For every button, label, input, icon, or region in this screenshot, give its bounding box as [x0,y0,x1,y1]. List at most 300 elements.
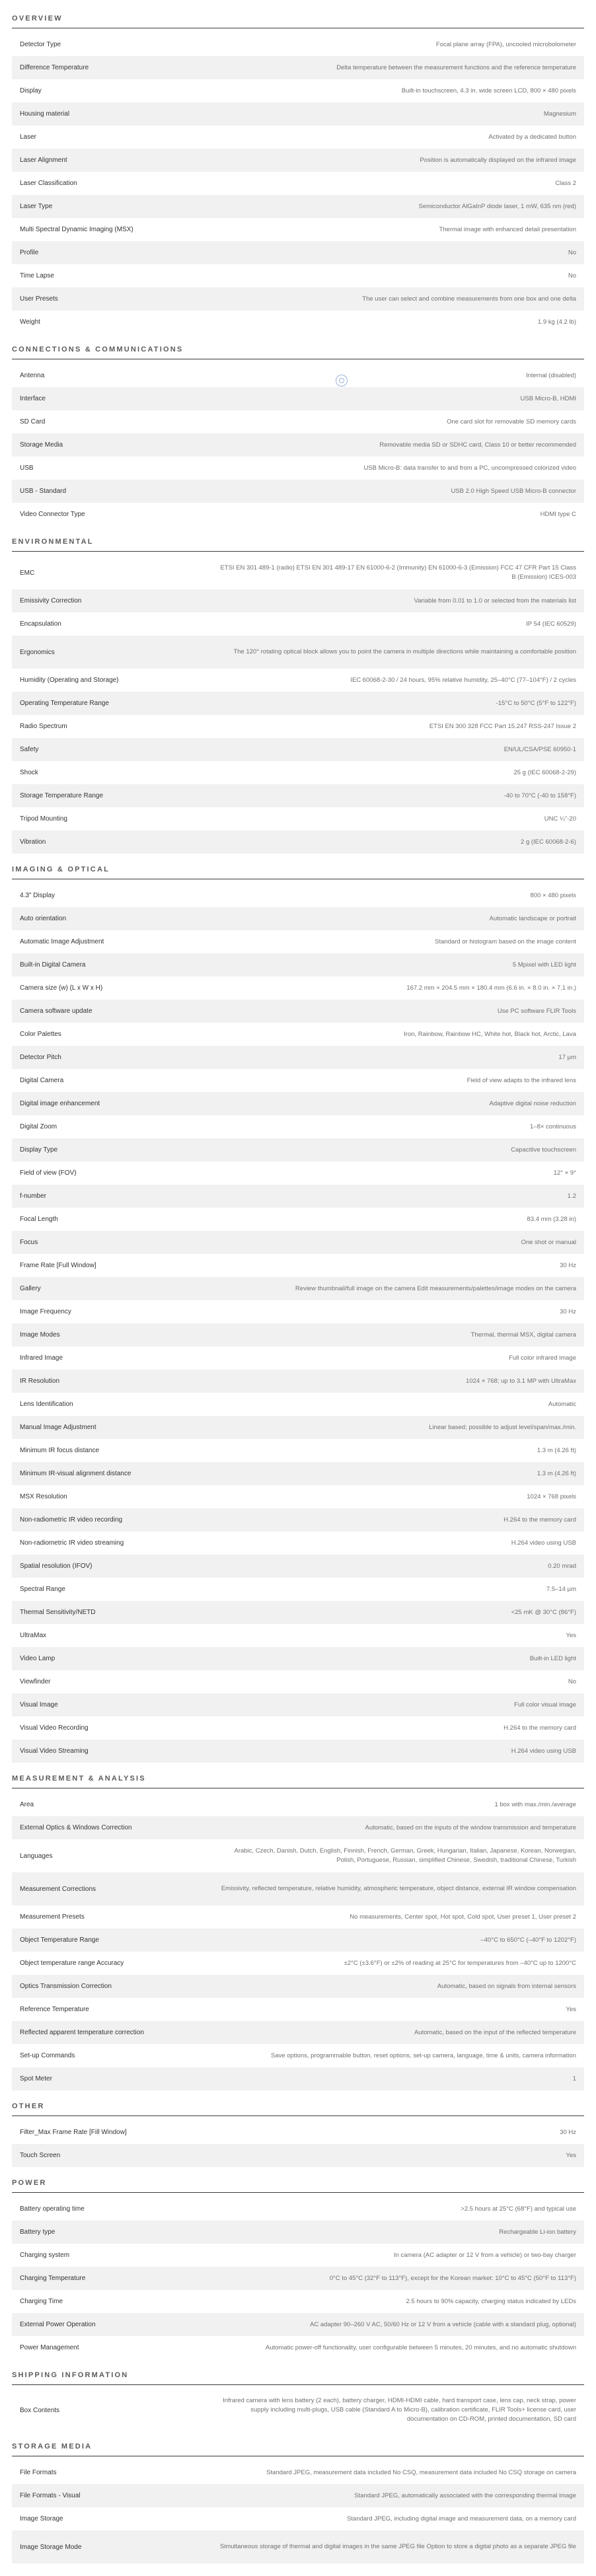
spec-row [12,79,584,102]
scroll-indicator-icon[interactable] [336,375,348,386]
spec-value: 1024 × 768 pixels [527,1492,576,1500]
spec-row [12,1161,584,1185]
spec-value: Capacitive touchscreen [511,1146,576,1154]
spec-value: 1.2 [567,1192,576,1200]
spec-label: Built-in Digital Camera [20,961,86,969]
spec-label: Set-up Commands [20,2052,75,2059]
spec-value: No [568,248,576,256]
spec-value: 0°C to 45°C (32°F to 113°F), except for the Korean market: 10°C to 45°C (50°F to 113°F) [329,2274,576,2282]
spec-value: ±2°C (±3.6°F) or ±2% of reading at 25°C for temperatures from –40°C up to 1200°C [344,1959,576,1967]
spec-value: 1 box with max./min./average [494,1800,576,1808]
spec-value: In camera (AC adapter or 12 V from a vehicle) or two-bay charger [393,2251,576,2259]
spec-value: Thermal, thermal MSX, digital camera [470,1331,576,1339]
spec-row [12,1975,584,1998]
spec-value: 30 Hz [560,2128,576,2136]
section-divider [12,2384,584,2385]
spec-row [12,738,584,761]
spec-row [12,1023,584,1046]
spec-row [12,2336,584,2359]
spec-row [12,1323,584,1346]
spec-row [12,1929,584,1952]
spec-value: One shot or manual [521,1238,576,1246]
spec-value: 1 [572,2075,576,2082]
spec-row [12,1740,584,1763]
section-title: CONNECTIONS & COMMUNICATIONS [12,346,184,353]
spec-label: User Presets [20,295,58,303]
spec-label: Gallery [20,1285,41,1292]
spec-row [12,884,584,907]
spec-row [12,556,584,589]
spec-label: Profile [20,249,39,256]
spec-label: Reference Temperature [20,2006,89,2013]
spec-value: Standard or histogram based on the image content [435,938,576,945]
spec-label: USB [20,464,34,472]
section-divider [12,551,584,552]
spec-row [12,1670,584,1693]
spec-label: Spatial resolution (IFOV) [20,1563,93,1570]
spec-value: Yes [566,2005,576,2013]
spec-label: Humidity (Operating and Storage) [20,677,119,684]
spec-value: Field of view adapts to the infrared lens [466,1076,576,1084]
spec-label: Minimum IR-visual alignment distance [20,1470,131,1477]
spec-row [12,1872,584,1905]
spec-value: Automatic, based on the inputs of the window transmission and temperature [365,1823,576,1831]
spec-label: Interface [20,395,46,402]
spec-row [12,1208,584,1231]
spec-row [12,976,584,1000]
spec-row [12,1555,584,1578]
spec-row [12,126,584,149]
spec-label: Field of view (FOV) [20,1169,77,1177]
spec-value: Simultaneous storage of thermal and digital images in the same JPEG file Option to store a digital photo as a separate JPEG file [219,2543,576,2551]
spec-value: Thermal image with enhanced detail presentation [439,225,576,233]
spec-value: 30 Hz [560,1261,576,1269]
spec-value: Standard JPEG, measurement data included No CSQ, measurement data included No CSQ storage on camera [266,2468,576,2476]
spec-value: USB Micro-B, HDMI [520,394,576,402]
spec-value: -15°C to 50°C (5°F to 122°F) [496,699,576,707]
section-title: SHIPPING INFORMATION [12,2371,129,2379]
spec-value: H.264 to the memory card [503,1724,576,1732]
spec-row [12,2067,584,2090]
spec-value: The 120° rotating optical block allows you to point the camera in multiple directions while maintaining a comfortable position [233,648,576,656]
spec-label: Emissivity Correction [20,597,82,605]
spec-row [12,2461,584,2484]
spec-row [12,1816,584,1839]
spec-label: Display [20,87,42,94]
spec-value: IEC 60068-2-30 / 24 hours, 95% relative humidity, 25–40°C (77–104°F) / 2 cycles [350,676,576,684]
spec-label: Image Storage Mode [20,2543,82,2551]
section-title: STORAGE MEDIA [12,2443,93,2450]
spec-row [12,2390,584,2431]
spec-value: Automatic landscape or portrait [489,914,576,922]
spec-label: File Formats [20,2469,57,2476]
spec-label: Image Frequency [20,1308,71,1315]
spec-label: Time Lapse [20,272,54,279]
spec-value: Variable from 0.01 to 1.0 or selected from the materials list [414,597,576,605]
spec-value: Focal plane array (FPA), uncooled microbolometer [435,40,576,48]
spec-value: Adaptive digital noise reduction [489,1099,576,1107]
spec-label: Auto orientation [20,915,67,922]
spec-label: Lens Identification [20,1401,73,1408]
spec-label: Filter_Max Frame Rate [Fill Window] [20,2129,127,2136]
spec-value: Standard JPEG, including digital image and measurement data, on a memory card [347,2515,576,2522]
spec-label: Storage Media [20,441,63,449]
spec-value: 1.3 m (4.26 ft) [537,1469,576,1477]
spec-row [12,2290,584,2313]
spec-value: 1.9 kg (4.2 lb) [537,318,576,326]
spec-row [12,636,584,669]
spec-row [12,1393,584,1416]
spec-value: Full color visual image [514,1701,576,1709]
spec-value: 12° × 9° [553,1169,576,1177]
spec-row [12,311,584,334]
spec-row [12,2044,584,2067]
spec-label: Storage Temperature Range [20,792,104,799]
spec-label: IR Resolution [20,1378,60,1385]
spec-value: 83.4 mm (3.28 in) [527,1215,576,1223]
spec-value: USB Micro-B: data transfer to and from a PC, uncompressed colorized video [363,464,576,472]
spec-row [12,1231,584,1254]
spec-row [12,1439,584,1462]
spec-row [12,1839,584,1872]
spec-row [12,1277,584,1300]
spec-label: File Formats - Visual [20,2492,81,2499]
spec-label: Housing material [20,110,70,118]
spec-label: Focus [20,1239,38,1246]
spec-label: Non-radiometric IR video recording [20,1516,123,1524]
spec-label: Safety [20,746,39,753]
spec-label: Object temperature range Accuracy [20,1960,124,1967]
spec-value: 1.3 m (4.26 ft) [537,1446,576,1454]
spec-row [12,930,584,953]
spec-label: Antenna [20,372,45,379]
spec-label: Laser [20,133,37,141]
spec-row [12,1693,584,1716]
spec-row [12,2267,584,2290]
spec-value: 0.20 mrad [548,1562,576,1570]
spec-value: 5 Mpixel with LED light [512,961,576,969]
spec-row [12,1793,584,1816]
spec-label: 4.3" Display [20,892,56,899]
spec-row [12,1647,584,1670]
spec-label: Charging Temperature [20,2275,86,2282]
spec-row [12,1138,584,1161]
spec-label: f-number [20,1193,47,1200]
spec-value: ETSI EN 301 489-1 (radio) ETSI EN 301 489-17 EN 61000-6-2 (Immunity) EN 61000-6-3 (Emission) FCC 47 CFR Part 15 Class B (Emission) ICES-003 [220,564,576,581]
spec-row [12,784,584,807]
spec-label: Camera size (w) (L x W x H) [20,984,103,992]
spec-value: HDMI type C [540,510,576,518]
spec-value: Full color infrared image [509,1354,576,1362]
spec-value: Iron, Rainbow, Rainbow HC, White hot, Black hot, Arctic, Lava [404,1030,576,1038]
spec-row [12,149,584,172]
spec-label: Visual Video Recording [20,1724,89,1732]
spec-value: -40 to 70°C (-40 to 158°F) [503,791,576,799]
spec-label: Laser Alignment [20,157,67,164]
spec-value: Yes [566,2151,576,2159]
spec-label: EMC [20,569,35,577]
spec-label: Digital Zoom [20,1123,57,1130]
spec-label: Image Modes [20,1331,60,1339]
spec-label: Tripod Mounting [20,815,67,823]
spec-label: Encapsulation [20,620,61,628]
spec-value: Delta temperature between the measurement functions and the reference temperature [336,63,576,71]
spec-label: Display Type [20,1146,58,1154]
spec-label: Detector Type [20,41,61,48]
spec-label: Weight [20,318,40,326]
spec-label: Visual Video Streaming [20,1748,89,1755]
spec-value: 2.5 hours to 90% capacity, charging status indicated by LEDs [406,2297,576,2305]
spec-row [12,1115,584,1138]
spec-row [12,1069,584,1092]
spec-value: Automatic, based on the input of the reflected temperature [414,2028,576,2036]
spec-row [12,761,584,784]
section-title: IMAGING & OPTICAL [12,865,110,873]
spec-value: Position is automatically displayed on the infrared image [420,156,576,164]
spec-label: Measurement Presets [20,1913,85,1921]
spec-value: 7.5–14 µm [546,1585,576,1593]
spec-row [12,387,584,410]
spec-label: USB - Standard [20,488,67,495]
spec-label: Detector Pitch [20,1054,61,1061]
spec-value: The user can select and combine measurements from one box and one delta [362,295,576,303]
spec-label: SD Card [20,418,46,425]
spec-row [12,33,584,56]
spec-label: Ergonomics [20,648,55,656]
spec-row [12,241,584,264]
spec-value: Activated by a dedicated button [488,133,576,141]
spec-label: Viewfinder [20,1678,51,1685]
spec-value: >2.5 hours at 25°C (68°F) and typical use [461,2205,576,2213]
spec-row [12,1300,584,1323]
spec-row [12,410,584,433]
spec-row [12,2144,584,2167]
spec-label: Shock [20,769,38,776]
spec-row [12,2507,584,2530]
section-title: OTHER [12,2102,45,2110]
spec-row [12,56,584,79]
spec-value: Internal (disabled) [525,371,576,379]
spec-label: Digital image enhancement [20,1100,100,1107]
spec-row [12,807,584,830]
spec-row [12,2021,584,2044]
spec-label: Vibration [20,838,46,846]
spec-value: No measurements, Center spot, Hot spot, Cold spot, User preset 1, User preset 2 [350,1913,576,1921]
spec-label: Manual Image Adjustment [20,1424,96,1431]
spec-label: External Optics & Windows Correction [20,1824,132,1831]
spec-label: Non-radiometric IR video streaming [20,1539,124,1547]
spec-row [12,1185,584,1208]
spec-value: 17 µm [558,1053,576,1061]
spec-row [12,1998,584,2021]
spec-value: Yes [566,1631,576,1639]
spec-label: Operating Temperature Range [20,700,109,707]
spec-label: Power Management [20,2344,79,2351]
spec-label: Area [20,1801,34,1808]
spec-value: 167.2 mm × 204.5 mm × 180.4 mm (6.6 in. × 8.0 in. × 7.1 in.) [406,984,576,992]
spec-row [12,907,584,930]
spec-value: –40°C to 650°C (–40°F to 1202°F) [480,1936,576,1944]
spec-label: Focal Length [20,1216,58,1223]
spec-value: Review thumbnail/full image on the camera Edit measurements/palettes/image modes on the camera [295,1284,576,1292]
section-title: OVERVIEW [12,15,63,22]
spec-value: Automatic [548,1400,576,1408]
section-title: POWER [12,2179,47,2187]
spec-value: AC adapter 90–260 V AC, 50/60 Hz or 12 V from a vehicle (cable with a standard plug, optional) [310,2320,576,2328]
spec-value: Save options, programmable button, reset options, set-up camera, language, time & units, camera information [270,2051,576,2059]
spec-row [12,1462,584,1485]
spec-row [12,2484,584,2507]
spec-row [12,1416,584,1439]
spec-label: Charging system [20,2252,70,2259]
spec-value: H.264 to the memory card [503,1516,576,1524]
spec-row [12,218,584,241]
spec-label: UltraMax [20,1632,47,1639]
spec-row [12,264,584,287]
spec-row [12,830,584,854]
spec-label: Infrared Image [20,1354,63,1362]
spec-row [12,457,584,480]
spec-row [12,669,584,692]
spec-value: 25 g (IEC 60068-2-29) [513,768,576,776]
spec-row [12,692,584,715]
spec-value: H.264 video using USB [511,1539,576,1547]
spec-label: Laser Classification [20,180,77,187]
spec-value: Semiconductor AlGaInP diode laser, 1 mW, 635 nm (red) [418,202,576,210]
spec-value: Class 2 [555,179,576,187]
spec-label: Camera software update [20,1008,93,1015]
spec-row [12,2313,584,2336]
spec-value: ETSI EN 300 328 FCC Part 15.247 RSS-247 Issue 2 [429,722,576,730]
spec-row [12,364,584,387]
spec-value: Automatic, based on signals from internal sensors [437,1982,576,1990]
spec-value: Emissivity, reflected temperature, relative humidity, atmospheric temperature, object distance, external IR window compensation [221,1885,576,1893]
spec-value: <25 mK @ 30°C (86°F) [511,1608,576,1616]
spec-row [12,1905,584,1929]
spec-row [12,2197,584,2221]
spec-row [12,589,584,612]
spec-label: Battery type [20,2228,56,2236]
spec-label: Image Storage [20,2515,63,2522]
spec-label: Reflected apparent temperature correction [20,2029,144,2036]
spec-value: Automatic power-off functionality, user configurable between 5 minutes, 20 minutes, and no automatic shutdown [265,2343,576,2351]
spec-label: Automatic Image Adjustment [20,938,104,945]
spec-value: Use PC software FLIR Tools [497,1007,576,1015]
spec-label: Digital Camera [20,1077,64,1084]
spec-value: USB 2.0 High Speed USB Micro-B connector [451,487,576,495]
spec-value: Built-in LED light [529,1654,576,1662]
section-title: ENVIRONMENTAL [12,538,94,546]
spec-value: One card slot for removable SD memory cards [447,418,576,425]
spec-value: No [568,272,576,279]
spec-row [12,1624,584,1647]
spec-label: External Power Operation [20,2321,96,2328]
spec-row [12,195,584,218]
spec-row [12,433,584,457]
spec-row [12,1092,584,1115]
spec-value: 2 g (IEC 60068-2-6) [521,838,576,846]
spec-label: Object Temperature Range [20,1936,99,1944]
spec-row [12,1531,584,1555]
spec-label: Box Contents [20,2406,60,2414]
spec-row [12,2530,584,2563]
spec-label: Battery operating time [20,2205,85,2213]
spec-value: Arabic, Czech, Danish, Dutch, English, Finnish, French, German, Greek, Hungarian, Italian, Japanese, Korean, Norwegian, Polish, Portuguese, Russian, simplified Chinese, Swedish, traditional Chinese, Turkish [234,1847,576,1864]
spec-value: EN/UL/CSA/PSE 60950-1 [503,745,576,753]
spec-row [12,1254,584,1277]
spec-value: UNC ¼"-20 [544,815,576,823]
spec-row [12,612,584,636]
spec-value: Standard JPEG, automatically associated with the corresponding thermal image [354,2491,576,2499]
spec-row [12,2244,584,2267]
spec-row [12,1000,584,1023]
spec-row [12,480,584,503]
spec-row [12,2121,584,2144]
spec-label: Laser Type [20,203,53,210]
spec-value: 1024 × 768; up to 3.1 MP with UltraMax [466,1377,576,1385]
spec-value: Infrared camera with lens battery (2 each), battery charger, HDMI-HDMI cable, hard transport case, lens cap, neck strap, power supply including multi-plugs, USB cable (Standard A to Micro-B), calibration certificate, FLIR Tools+ license card, user documentation on CD-ROM, printed documentation, SD card [223,2397,576,2423]
spec-label: Video Lamp [20,1655,56,1662]
spec-row [12,172,584,195]
section-divider [12,2192,584,2193]
spec-label: Languages [20,1852,53,1860]
spec-value: Magnesium [543,110,576,118]
spec-row [12,953,584,976]
spec-label: Spot Meter [20,2075,52,2082]
spec-value: No [568,1677,576,1685]
spec-row [12,2221,584,2244]
spec-value: Linear based; possible to adjust level/span/max./min. [429,1423,576,1431]
spec-label: Thermal Sensitivity/NETD [20,1609,96,1616]
spec-row [12,287,584,311]
spec-value: Rechargeable Li-ion battery [499,2228,576,2236]
spec-row [12,1508,584,1531]
spec-label: Charging Time [20,2298,63,2305]
spec-row [12,503,584,526]
spec-label: Video Connector Type [20,511,85,518]
spec-value: Removable media SD or SDHC card, Class 10 or better recommended [379,441,576,449]
spec-label: Minimum IR focus distance [20,1447,100,1454]
spec-label: Difference Temperature [20,64,89,71]
spec-label: Multi Spectral Dynamic Imaging (MSX) [20,226,133,233]
spec-label: Optics Transmission Correction [20,1983,112,1990]
spec-value: 1–8× continuous [530,1122,576,1130]
spec-row [12,1716,584,1740]
section-title: MEASUREMENT & ANALYSIS [12,1775,146,1783]
spec-label: MSX Resolution [20,1493,67,1500]
spec-label: Color Palettes [20,1031,61,1038]
spec-label: Measurement Corrections [20,1885,96,1893]
spec-label: Touch Screen [20,2152,61,2159]
spec-row [12,1601,584,1624]
spec-row [12,102,584,126]
spec-row [12,1952,584,1975]
spec-value: H.264 video using USB [511,1747,576,1755]
spec-label: Spectral Range [20,1586,65,1593]
spec-row [12,1370,584,1393]
spec-row [12,1485,584,1508]
spec-value: Built-in touchscreen, 4.3 in. wide screen LCD, 800 × 480 pixels [401,87,576,94]
spec-value: 30 Hz [560,1307,576,1315]
spec-label: Frame Rate [Full Window] [20,1262,96,1269]
spec-label: Visual Image [20,1701,58,1709]
spec-value: 800 × 480 pixels [530,891,576,899]
spec-row [12,1046,584,1069]
spec-row [12,1346,584,1370]
spec-value: IP 54 (IEC 60529) [526,620,576,628]
spec-label: Radio Spectrum [20,723,67,730]
spec-row [12,715,584,738]
